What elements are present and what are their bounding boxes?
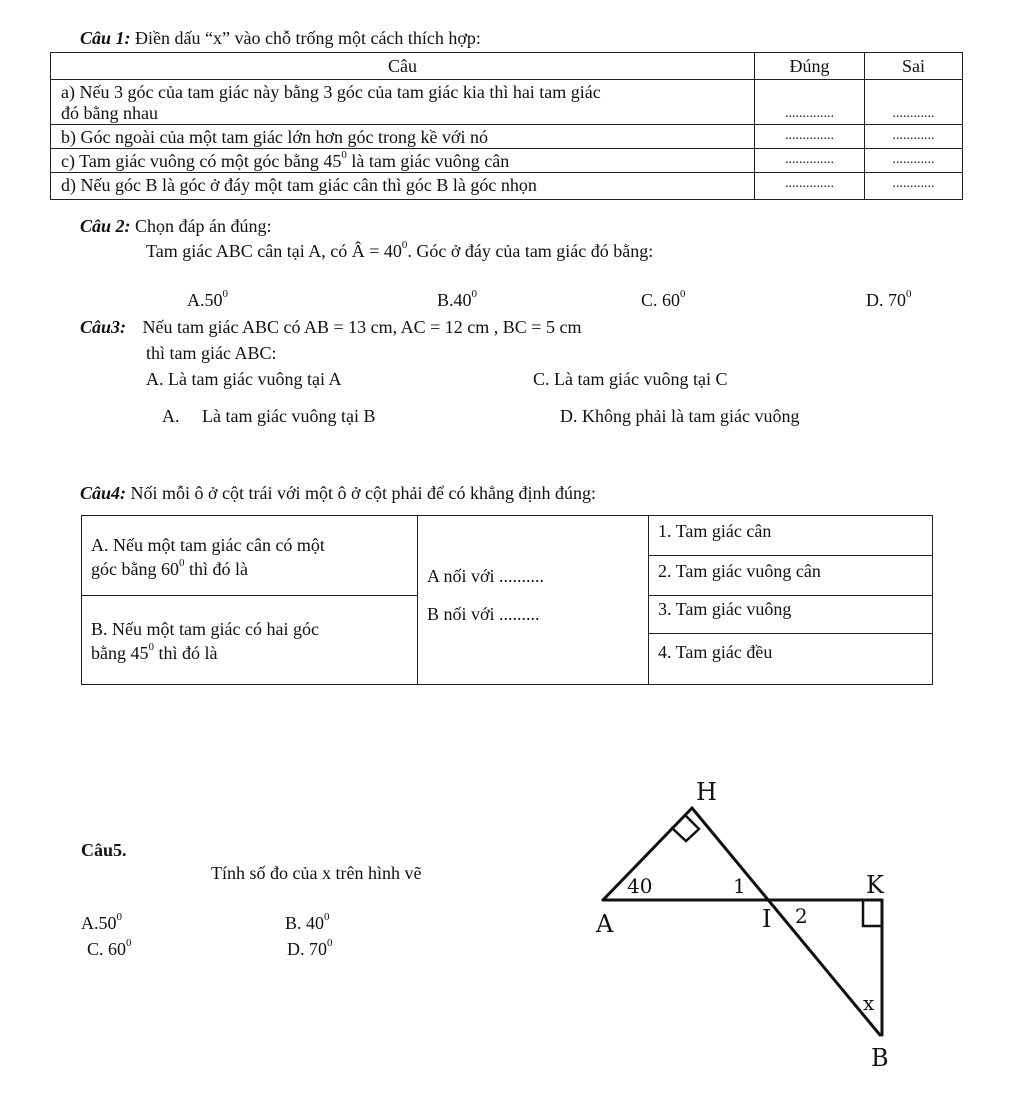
label-k: K — [866, 871, 884, 899]
q1-row-b-line1: b) Góc ngoài của một tam giác lớn hơn góc trong kề với nó — [61, 127, 488, 147]
q1-row-c-text — [51, 149, 755, 173]
q1-heading — [80, 28, 481, 49]
q1-row-a-line1: a) Nếu 3 góc của tam giác này bằng 3 góc của tam giác kia thì hai tam giác — [61, 82, 601, 102]
q4-left-b — [91, 617, 319, 665]
q3-option-b[interactable]: A. Là tam giác vuông tại B — [162, 406, 376, 426]
q5-option-d-sup: 0 — [327, 937, 333, 949]
q5-option-b-text: B. 40 — [285, 913, 325, 933]
q2-option-a[interactable] — [187, 290, 228, 311]
q4-left-a-post: thì đó là — [184, 559, 248, 579]
q1-row-a-text — [51, 80, 755, 125]
right-angle-k — [863, 900, 882, 926]
q4-left-a-pre: góc bằng 60 — [91, 559, 179, 579]
q4-middle-a[interactable]: A nối với .......... — [427, 566, 545, 586]
q2-option-d-sup: 0 — [906, 288, 912, 300]
q5-figure — [580, 770, 910, 1080]
q2-option-d-text: D. 70 — [866, 290, 906, 310]
q1-row-c-sup: 0 — [341, 149, 347, 161]
q1-row-b-sai[interactable]: ............ — [865, 125, 963, 149]
label-a: A — [596, 910, 614, 938]
q1-header-row — [51, 53, 963, 80]
q1-row-a — [51, 80, 963, 125]
q2-label: Câu 2: — [80, 216, 131, 236]
q4-right-3: 3. Tam giác vuông — [658, 599, 792, 619]
q2-option-a-sup: 0 — [222, 288, 228, 300]
q5-option-b[interactable] — [285, 913, 330, 934]
q3-option-c[interactable]: C. Là tam giác vuông tại C — [533, 369, 728, 389]
q4-right-divider-2 — [648, 595, 933, 596]
q5-instruction: Tính số đo của x trên hình vẽ — [211, 863, 422, 883]
label-b: B — [871, 1044, 889, 1072]
q1-row-d-dung[interactable]: .............. — [755, 173, 865, 200]
label-h: H — [696, 778, 717, 806]
q5-option-c-text: C. 60 — [87, 939, 127, 959]
q3-stem: Nếu tam giác ABC có AB = 13 cm, AC = 12 cm , BC = 5 cm — [142, 317, 582, 337]
q1-row-c-pre: c) Tam giác vuông có một góc bằng 45 — [61, 151, 342, 171]
q1-header-cau: Câu — [51, 53, 755, 80]
q2-option-c-sup: 0 — [680, 288, 686, 300]
q5-option-d[interactable] — [287, 939, 333, 960]
q5-option-c-sup: 0 — [126, 937, 132, 949]
q5-option-a-sup: 0 — [116, 911, 122, 923]
q4-right-2: 2. Tam giác vuông cân — [658, 561, 821, 581]
q4-left-a — [91, 533, 325, 581]
q1-header-dung: Đúng — [755, 53, 865, 80]
label-angle-2: 2 — [795, 904, 808, 928]
q1-row-a-sai[interactable]: ............ — [865, 80, 963, 125]
q1-row-c — [51, 149, 963, 173]
q2-option-b[interactable] — [437, 290, 477, 311]
label-x: x — [863, 991, 875, 1015]
q4-right-1: 1. Tam giác cân — [658, 521, 772, 541]
q3-option-d[interactable]: D. Không phải là tam giác vuông — [560, 406, 800, 426]
label-angle-1: 1 — [733, 874, 746, 898]
q3-heading — [80, 317, 581, 338]
q1-row-b-text — [51, 125, 755, 149]
q4-right-divider-3 — [648, 633, 933, 634]
q3-label: Câu3: — [80, 317, 127, 337]
q1-row-d-sai[interactable]: ............ — [865, 173, 963, 200]
q2-stem — [146, 241, 653, 262]
q1-row-b-dung[interactable]: .............. — [755, 125, 865, 149]
q1-row-b — [51, 125, 963, 149]
q4-left-a-line1: A. Nếu một tam giác cân có một — [91, 535, 325, 555]
q1-table — [50, 52, 963, 200]
q1-row-c-post: là tam giác vuông cân — [346, 151, 510, 171]
q5-option-b-sup: 0 — [324, 911, 330, 923]
q1-row-d — [51, 173, 963, 200]
q4-divider-1 — [417, 515, 418, 685]
q5-option-a[interactable] — [81, 913, 122, 934]
q5-label: Câu5. — [81, 840, 127, 860]
q3-stem2: thì tam giác ABC: — [146, 343, 277, 363]
q4-instruction: Nối mỗi ô ở cột trái với một ô ở cột phải để có khẳng định đúng: — [130, 483, 597, 503]
q1-label: Câu 1: — [80, 28, 131, 48]
q2-stem-sup: 0 — [401, 239, 408, 251]
q1-instruction: Điền dấu “x” vào chỗ trống một cách thích hợp: — [135, 28, 481, 48]
q2-heading — [80, 216, 272, 237]
q4-left-divider — [81, 595, 418, 596]
q5-option-c[interactable] — [87, 939, 132, 960]
q2-stem-pre: Tam giác ABC cân tại A, có Â = 40 — [146, 241, 402, 261]
q2-option-c-text: C. 60 — [641, 290, 681, 310]
q1-row-c-dung[interactable]: .............. — [755, 149, 865, 173]
segment-hb — [692, 808, 880, 1035]
q1-row-d-text — [51, 173, 755, 200]
q3-option-a[interactable]: A. Là tam giác vuông tại A — [146, 369, 342, 389]
q4-divider-2 — [648, 515, 649, 685]
q4-label: Câu4: — [80, 483, 127, 503]
label-i: I — [762, 905, 772, 933]
q2-stem-post: . Góc ở đáy của tam giác đó bằng: — [407, 241, 654, 261]
q4-left-a-sup: 0 — [178, 557, 185, 569]
q4-left-b-line1: B. Nếu một tam giác có hai góc — [91, 619, 319, 639]
q2-option-c[interactable] — [641, 290, 686, 311]
q1-row-a-dung[interactable]: .............. — [755, 80, 865, 125]
q1-row-a-line2: đó bằng nhau — [61, 103, 158, 123]
right-angle-h — [672, 815, 699, 841]
q5-option-a-text: A.50 — [81, 913, 117, 933]
q2-option-d[interactable] — [866, 290, 912, 311]
q1-row-c-sai[interactable]: ............ — [865, 149, 963, 173]
q5-option-d-text: D. 70 — [287, 939, 327, 959]
q2-option-b-text: B.40 — [437, 290, 472, 310]
q4-middle-b[interactable]: B nối với ......... — [427, 604, 540, 624]
q4-heading — [80, 483, 596, 504]
q2-option-b-sup: 0 — [471, 288, 478, 300]
q4-left-b-sup: 0 — [148, 641, 154, 653]
q1-row-d-line1: d) Nếu góc B là góc ở đáy một tam giác cân thì góc B là góc nhọn — [61, 175, 537, 195]
q2-instruction: Chọn đáp án đúng: — [135, 216, 272, 236]
q4-right-4: 4. Tam giác đều — [658, 642, 773, 662]
q4-left-b-pre: bằng 45 — [91, 643, 149, 663]
q4-right-divider-1 — [648, 555, 933, 556]
q4-left-b-post: thì đó là — [154, 643, 218, 663]
q1-header-sai: Sai — [865, 53, 963, 80]
label-angle-a: 40 — [627, 874, 653, 898]
q2-option-a-text: A.50 — [187, 290, 223, 310]
